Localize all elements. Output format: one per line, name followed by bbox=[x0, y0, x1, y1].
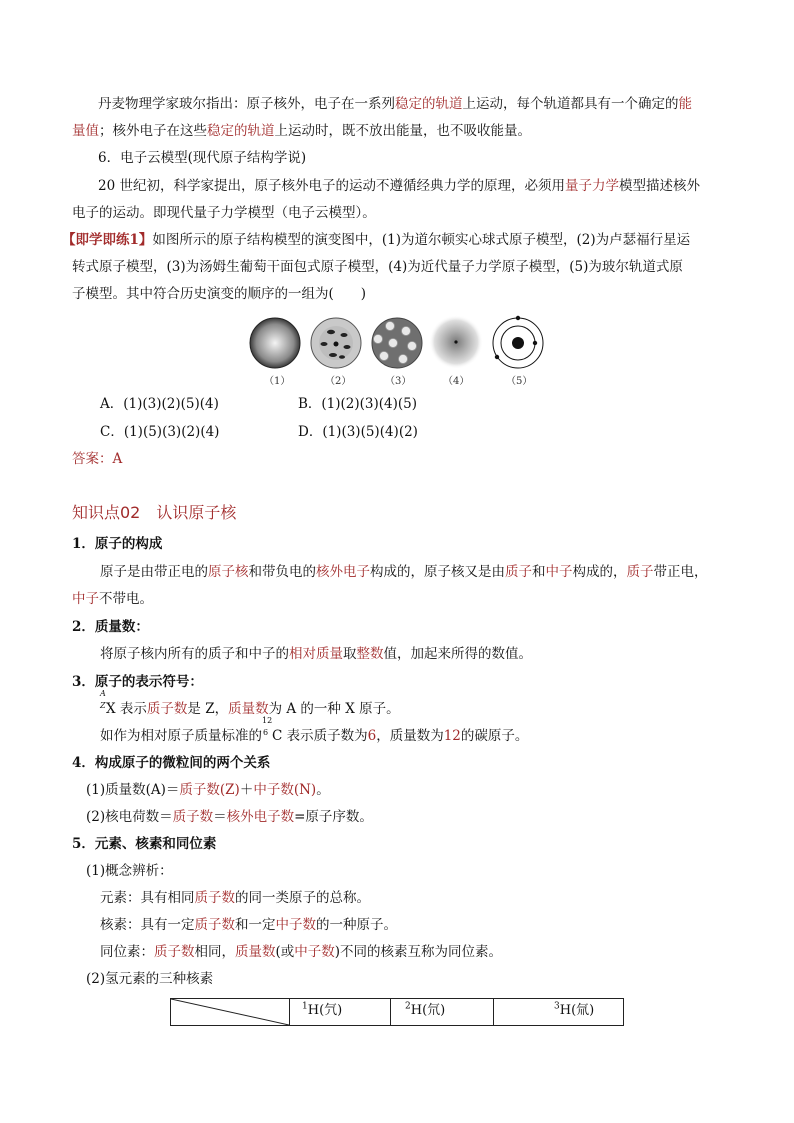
highlight: 量子力学 bbox=[564, 178, 619, 194]
cloud-heading: 6．电子云模型(现代原子结构学说) bbox=[98, 150, 307, 166]
electron-cloud-model bbox=[428, 314, 484, 370]
highlight: 质子数 bbox=[146, 701, 188, 717]
highlight: 整数 bbox=[356, 646, 384, 662]
highlight: 质量数 bbox=[235, 944, 276, 960]
bohr-orbit-model bbox=[490, 315, 546, 371]
nuclide-definition bbox=[100, 911, 397, 939]
highlight: 中子 bbox=[72, 591, 99, 607]
header-text: H(氚) bbox=[559, 1003, 595, 1018]
figure-label-1: （1） bbox=[264, 376, 291, 387]
text: ；核外电子在这些 bbox=[99, 123, 207, 139]
text: (2)核电荷数＝ bbox=[86, 809, 173, 825]
text: 如作为相对原子质量标准的 bbox=[100, 728, 262, 744]
exercise-line-3: 子模型。其中符合历史演变的顺序的一组为( ) bbox=[72, 286, 367, 302]
text: ＋ bbox=[239, 782, 254, 798]
text: 20 世纪初，科学家提出，原子核外电子的运动不遵循经典力学的原理，必须用 bbox=[98, 178, 565, 194]
text: 核素：具有一定 bbox=[100, 917, 195, 933]
table-header-protium bbox=[290, 999, 391, 1026]
concept-sub-heading: (1)概念辨析： bbox=[86, 863, 173, 879]
heading-atom-symbol: 3．原子的表示符号： bbox=[72, 674, 203, 690]
highlight: 相对质量 bbox=[289, 646, 343, 662]
text: 原子是由带正电的 bbox=[100, 564, 208, 580]
text: 值，加起来所得的数值。 bbox=[383, 646, 532, 662]
diagonal-header-cell bbox=[171, 999, 290, 1026]
hydrogen-nuclides-table bbox=[170, 998, 624, 1026]
highlight: 质量数 bbox=[228, 701, 269, 717]
text: 构成的，原子核又是由 bbox=[370, 564, 505, 580]
symbol-line-2 bbox=[100, 716, 529, 750]
highlight: 量值 bbox=[72, 123, 99, 139]
mass-number-line bbox=[100, 640, 532, 668]
header-text: H(氕) bbox=[307, 1003, 343, 1018]
option-c: C．(1)(5)(3)(2)(4) bbox=[100, 424, 220, 440]
text: 带正电， bbox=[653, 564, 708, 580]
highlight: 质子 bbox=[505, 564, 532, 580]
text: 上运动时，既不放出能量，也不吸收能量。 bbox=[274, 123, 531, 139]
bohr-line-2 bbox=[72, 117, 531, 145]
composition-line-1 bbox=[100, 558, 708, 586]
text: 相同， bbox=[194, 944, 235, 960]
element-definition bbox=[100, 884, 370, 912]
highlight: 质子数 bbox=[154, 944, 195, 960]
text: C 表示质子数为 bbox=[272, 728, 368, 744]
text: 为 A 的一种 X 原子。 bbox=[268, 701, 400, 717]
heading-mass-number: 2．质量数： bbox=[72, 619, 149, 635]
mass-number-superscript: 12 bbox=[262, 716, 273, 725]
text: 的同一类原子的总称。 bbox=[235, 890, 370, 906]
text: 和一定 bbox=[235, 917, 276, 933]
highlight: 质子数 bbox=[194, 917, 235, 933]
exercise-tag: 【即学即练1】 bbox=[62, 232, 153, 248]
text: 的一种原子。 bbox=[316, 917, 397, 933]
cloud-line-1 bbox=[98, 172, 700, 200]
table-header-tritium bbox=[494, 999, 624, 1026]
text: 取 bbox=[343, 646, 357, 662]
table-header-deuterium bbox=[391, 999, 494, 1026]
highlight: 原子核 bbox=[208, 564, 249, 580]
mass-superscript: 2 bbox=[405, 1001, 411, 1012]
option-a: A．(1)(3)(2)(5)(4) bbox=[100, 396, 219, 412]
bohr-line-1 bbox=[98, 90, 692, 118]
text: 不带电。 bbox=[99, 591, 153, 607]
option-d: D．(1)(3)(5)(4)(2) bbox=[298, 424, 418, 440]
text: 和 bbox=[532, 564, 546, 580]
text: 丹麦物理学家玻尔指出：原子核外，电子在一系列 bbox=[98, 96, 395, 112]
text: =原子序数。 bbox=[294, 809, 373, 825]
highlight: 稳定的轨道 bbox=[395, 96, 463, 112]
highlight: 质子 bbox=[626, 564, 654, 580]
heading-relations: 4．构成原子的微粒间的两个关系 bbox=[72, 755, 271, 771]
carbon-notation bbox=[262, 716, 273, 740]
text: (或 bbox=[275, 944, 295, 960]
hydrogen-sub-heading: (2)氢元素的三种核素 bbox=[86, 971, 214, 987]
relation-1 bbox=[86, 776, 330, 804]
dalton-solid-sphere-model bbox=[248, 316, 302, 370]
rutherford-planetary-model bbox=[309, 316, 363, 370]
text: 将原子核内所有的质子和中子的 bbox=[100, 646, 289, 662]
highlight: 6 bbox=[367, 728, 377, 744]
figure-label-5: （5） bbox=[506, 376, 533, 387]
highlight: 质子数 bbox=[194, 890, 235, 906]
highlight: 中子数 bbox=[275, 917, 316, 933]
mass-superscript: 1 bbox=[302, 1001, 308, 1012]
diagonal-line bbox=[171, 999, 289, 1025]
section-title: 知识点02 认识原子核 bbox=[72, 503, 237, 522]
nuclide-notation bbox=[100, 689, 106, 713]
relation-2 bbox=[86, 803, 373, 831]
heading-element-nuclide-isotope: 5．元素、核素和同位素 bbox=[72, 836, 217, 852]
text: (1)质量数(A)＝ bbox=[86, 782, 180, 798]
text: 构成的， bbox=[572, 564, 627, 580]
exercise-line-2: 转式原子模型，(3)为汤姆生葡萄干面包式原子模型，(4)为近代量子力学原子模型，(5)为玻尔轨道式原 bbox=[72, 259, 683, 275]
text: X 表示 bbox=[106, 701, 147, 717]
option-b: B．(1)(2)(3)(4)(5) bbox=[298, 396, 418, 412]
heading-atom-composition: 1．原子的构成 bbox=[72, 536, 163, 552]
figure-label-4: （4） bbox=[443, 376, 470, 387]
mass-number-superscript: A bbox=[100, 689, 106, 698]
exercise-line-1 bbox=[62, 226, 690, 254]
header-text: H(氘) bbox=[410, 1003, 446, 1018]
highlight: 质子数 bbox=[172, 809, 214, 825]
proton-number-subscript: 6 bbox=[263, 728, 269, 737]
highlight: 中子 bbox=[545, 564, 573, 580]
highlight: 中子数 bbox=[294, 944, 335, 960]
text: 。 bbox=[316, 782, 330, 798]
cloud-line-2: 电子的运动。即现代量子力学模型（电子云模型）。 bbox=[72, 205, 376, 221]
figure-label-2: （2） bbox=[325, 376, 352, 387]
text: 上运动，每个轨道都具有一个确定的 bbox=[462, 96, 679, 112]
text: ＝ bbox=[213, 809, 227, 825]
highlight: 12 bbox=[443, 728, 461, 744]
highlight: 稳定的轨道 bbox=[207, 123, 275, 139]
text: 的碳原子。 bbox=[460, 728, 529, 744]
text: ，质量数为 bbox=[376, 728, 444, 744]
highlight: 质子数(Z) bbox=[179, 782, 240, 798]
isotope-definition bbox=[100, 938, 502, 966]
thomson-plum-pudding-model bbox=[368, 313, 426, 371]
text: 如图所示的原子结构模型的演变图中，(1)为道尔顿实心球式原子模型，(2)为卢瑟福行星运 bbox=[152, 232, 691, 248]
highlight: 能 bbox=[678, 96, 692, 112]
figure-label-3: （3） bbox=[385, 376, 412, 387]
table-header-row bbox=[171, 999, 624, 1026]
proton-number-subscript: Z bbox=[100, 701, 106, 710]
composition-line-2 bbox=[72, 585, 153, 613]
highlight: 中子数(N) bbox=[253, 782, 317, 798]
text: )不同的核素互称为同位素。 bbox=[334, 944, 503, 960]
text: 同位素： bbox=[100, 944, 154, 960]
symbol-line-1 bbox=[100, 689, 400, 723]
answer: 答案：A bbox=[72, 451, 123, 467]
mass-superscript: 3 bbox=[554, 1001, 560, 1012]
highlight: 核外电子数 bbox=[226, 809, 295, 825]
highlight: 核外电子 bbox=[316, 564, 370, 580]
text: 元素：具有相同 bbox=[100, 890, 195, 906]
text: 是 Z， bbox=[187, 701, 229, 717]
text: 和带负电的 bbox=[248, 564, 316, 580]
text: 模型描述核外 bbox=[618, 178, 700, 194]
